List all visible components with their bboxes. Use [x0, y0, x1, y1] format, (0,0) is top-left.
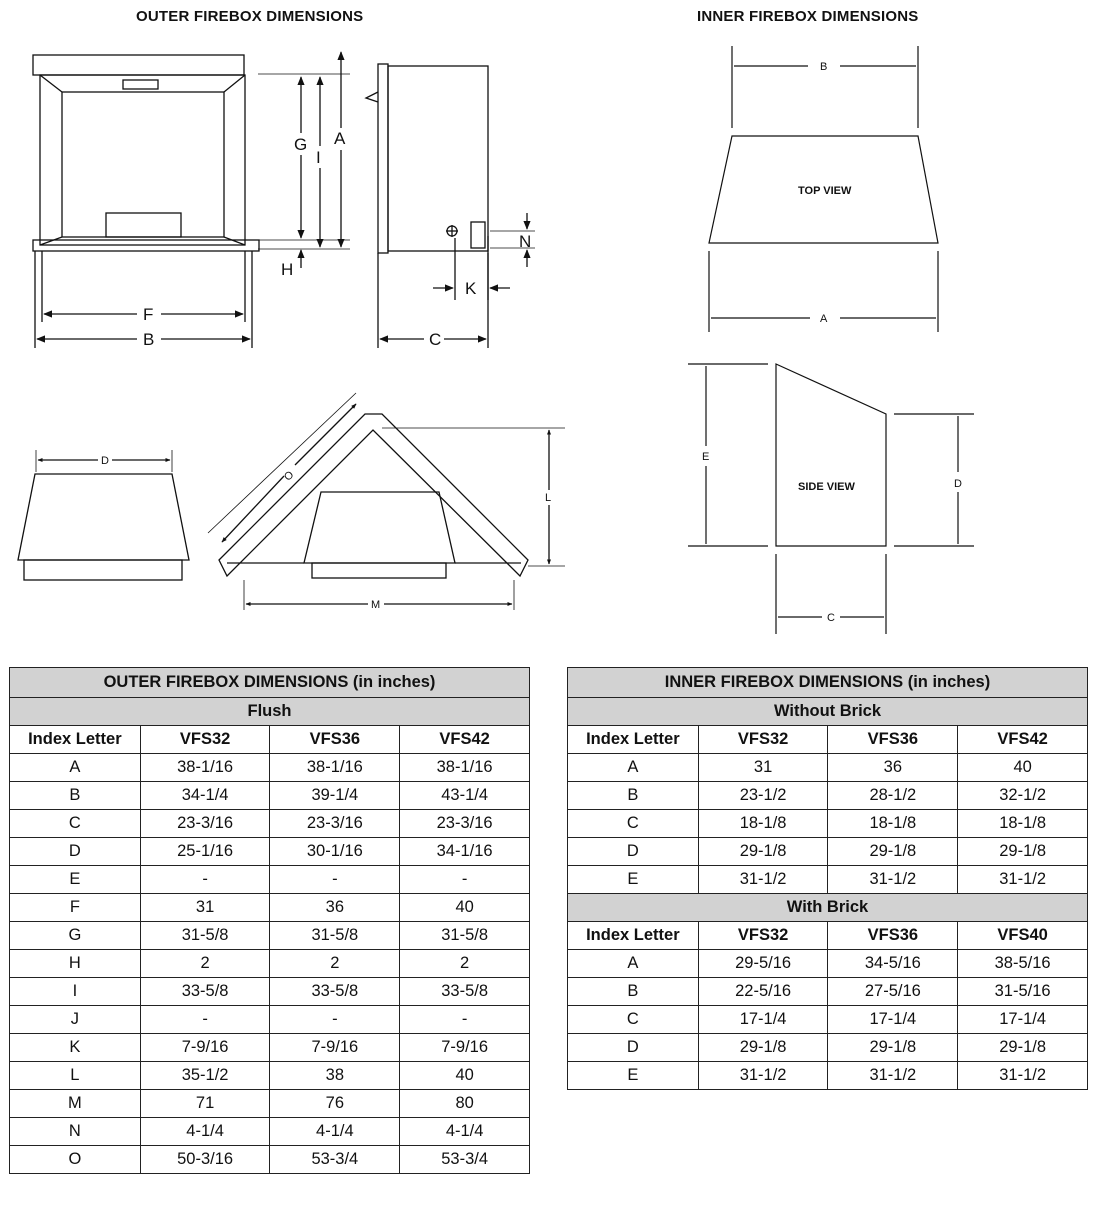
inner-side-view: [688, 364, 974, 634]
label-b-front: B: [143, 330, 155, 349]
inner-table-brick-value-cell: 31-5/16: [958, 978, 1088, 1006]
outer-top-view-flat: [18, 450, 189, 580]
inner-table-nobrick-value-cell: 23-1/2: [698, 782, 828, 810]
outer-corner-view: [208, 393, 565, 610]
outer-table-index-cell: K: [10, 1034, 141, 1062]
inner-dimensions-table: [567, 667, 1088, 1090]
outer-table-value-cell: 2: [270, 950, 400, 978]
inner-table-brick-row: [568, 1006, 1088, 1034]
label-m-corner: M: [371, 599, 381, 611]
outer-front-view: [33, 52, 350, 348]
outer-table-value-cell: 23-3/16: [270, 810, 400, 838]
inner2-col-vfs32: VFS32: [698, 922, 828, 950]
label-c-side: C: [429, 330, 442, 349]
inner-table-nobrick-value-cell: 29-1/8: [828, 838, 958, 866]
outer-table-value-cell: 31-5/8: [140, 922, 270, 950]
inner-table-brick-value-cell: 34-5/16: [828, 950, 958, 978]
outer-table-value-cell: 50-3/16: [140, 1146, 270, 1174]
inner-section2-body: [568, 950, 1088, 1090]
outer-table-row: [10, 978, 530, 1006]
outer-table-subtitle: Flush: [10, 698, 530, 726]
inner2-col-vfs40: VFS40: [958, 922, 1088, 950]
inner-table-nobrick-row: [568, 754, 1088, 782]
inner-table-brick-value-cell: 29-1/8: [698, 1034, 828, 1062]
outer-table-value-cell: 33-5/8: [140, 978, 270, 1006]
outer-table-value-cell: 4-1/4: [140, 1118, 270, 1146]
outer-table-value-cell: 40: [400, 1062, 530, 1090]
outer-table-index-cell: C: [10, 810, 141, 838]
inner-table-nobrick-value-cell: 28-1/2: [828, 782, 958, 810]
outer-side-view: [366, 64, 535, 348]
inner-table-nobrick-value-cell: 40: [958, 754, 1088, 782]
outer-table-row: [10, 782, 530, 810]
label-e-inner: E: [702, 451, 710, 463]
outer-table-value-cell: 33-5/8: [270, 978, 400, 1006]
inner-table-nobrick-value-cell: 29-1/8: [698, 838, 828, 866]
inner-table-brick-value-cell: 22-5/16: [698, 978, 828, 1006]
inner-table-brick-value-cell: 29-5/16: [698, 950, 828, 978]
inner-table-nobrick-row: [568, 782, 1088, 810]
outer-table-index-cell: O: [10, 1146, 141, 1174]
outer-table-value-cell: 7-9/16: [140, 1034, 270, 1062]
inner-table-brick-value-cell: 31-1/2: [698, 1062, 828, 1090]
label-n-side: N: [519, 232, 532, 251]
inner-table-nobrick-index-cell: C: [568, 810, 699, 838]
inner-table-brick-value-cell: 17-1/4: [698, 1006, 828, 1034]
inner-table-brick-index-cell: C: [568, 1006, 699, 1034]
outer-dimensions-table: [9, 667, 530, 1174]
outer-table-value-cell: 4-1/4: [400, 1118, 530, 1146]
outer-table-value-cell: 53-3/4: [270, 1146, 400, 1174]
outer-table-row: [10, 1118, 530, 1146]
outer-table-index-cell: N: [10, 1118, 141, 1146]
outer-table-value-cell: -: [400, 1006, 530, 1034]
outer-table-index-cell: M: [10, 1090, 141, 1118]
inner-table-nobrick-index-cell: E: [568, 866, 699, 894]
outer-table-value-cell: 34-1/4: [140, 782, 270, 810]
outer-table-value-cell: 76: [270, 1090, 400, 1118]
inner-section1-body: [568, 754, 1088, 894]
outer-table-row: [10, 754, 530, 782]
inner-table-brick-value-cell: 17-1/4: [958, 1006, 1088, 1034]
outer-table-value-cell: 53-3/4: [400, 1146, 530, 1174]
inner-table-brick-value-cell: 31-1/2: [958, 1062, 1088, 1090]
outer-table-value-cell: 7-9/16: [400, 1034, 530, 1062]
outer-table-row: [10, 894, 530, 922]
label-f-front: F: [143, 305, 154, 324]
side-view-label: SIDE VIEW: [798, 481, 855, 493]
inner-table-brick-value-cell: 38-5/16: [958, 950, 1088, 978]
outer-table-value-cell: -: [140, 1006, 270, 1034]
outer-col-vfs36: VFS36: [270, 726, 400, 754]
inner-table-nobrick-value-cell: 31-1/2: [698, 866, 828, 894]
inner1-col-vfs32: VFS32: [698, 726, 828, 754]
inner-table-brick-value-cell: 29-1/8: [828, 1034, 958, 1062]
outer-table-index-cell: L: [10, 1062, 141, 1090]
outer-table-row: [10, 810, 530, 838]
inner-table-nobrick-value-cell: 31-1/2: [828, 866, 958, 894]
outer-table-value-cell: 25-1/16: [140, 838, 270, 866]
outer-table-value-cell: -: [270, 1006, 400, 1034]
inner1-col-vfs42: VFS42: [958, 726, 1088, 754]
label-a-inner: A: [820, 313, 828, 325]
inner-table-nobrick-row: [568, 838, 1088, 866]
outer-table-value-cell: -: [400, 866, 530, 894]
inner-table-brick-value-cell: 29-1/8: [958, 1034, 1088, 1062]
outer-table-value-cell: 23-3/16: [140, 810, 270, 838]
inner-table-nobrick-value-cell: 31-1/2: [958, 866, 1088, 894]
outer-table-index-cell: H: [10, 950, 141, 978]
outer-table-body: [10, 754, 530, 1174]
outer-table-row: [10, 1062, 530, 1090]
outer-table-index-cell: A: [10, 754, 141, 782]
outer-table-row: [10, 922, 530, 950]
outer-table-index-cell: D: [10, 838, 141, 866]
inner-table-nobrick-index-cell: A: [568, 754, 699, 782]
inner-table-brick-row: [568, 978, 1088, 1006]
inner-table-title: INNER FIREBOX DIMENSIONS (in inches): [568, 668, 1088, 698]
outer-table-value-cell: 31: [140, 894, 270, 922]
inner-table-nobrick-value-cell: 29-1/8: [958, 838, 1088, 866]
inner2-col-index: Index Letter: [568, 922, 699, 950]
inner1-col-index: Index Letter: [568, 726, 699, 754]
outer-table-index-cell: E: [10, 866, 141, 894]
outer-table-row: [10, 950, 530, 978]
outer-table-row: [10, 1034, 530, 1062]
inner-table-nobrick-row: [568, 810, 1088, 838]
outer-table-row: [10, 1090, 530, 1118]
outer-table-index-cell: I: [10, 978, 141, 1006]
inner-table-brick-index-cell: D: [568, 1034, 699, 1062]
label-d-inner: D: [954, 478, 962, 490]
outer-table-value-cell: 71: [140, 1090, 270, 1118]
outer-table-value-cell: 31-5/8: [400, 922, 530, 950]
outer-table-value-cell: 7-9/16: [270, 1034, 400, 1062]
outer-table-value-cell: -: [270, 866, 400, 894]
outer-table-index-cell: J: [10, 1006, 141, 1034]
inner-table-brick-row: [568, 1034, 1088, 1062]
outer-table-value-cell: 33-5/8: [400, 978, 530, 1006]
outer-table-index-cell: B: [10, 782, 141, 810]
inner-table-nobrick-value-cell: 18-1/8: [828, 810, 958, 838]
outer-table-row: [10, 1146, 530, 1174]
outer-col-vfs42: VFS42: [400, 726, 530, 754]
label-a-front: A: [334, 129, 346, 148]
top-view-label: TOP VIEW: [798, 185, 852, 197]
outer-table-value-cell: 38-1/16: [140, 754, 270, 782]
inner-table-nobrick-value-cell: 32-1/2: [958, 782, 1088, 810]
inner-table-brick-row: [568, 1062, 1088, 1090]
outer-heading: OUTER FIREBOX DIMENSIONS: [136, 8, 364, 25]
inner-table-nobrick-index-cell: B: [568, 782, 699, 810]
outer-table-index-cell: G: [10, 922, 141, 950]
inner-table-brick-index-cell: A: [568, 950, 699, 978]
outer-table-value-cell: 35-1/2: [140, 1062, 270, 1090]
inner-table-nobrick-value-cell: 18-1/8: [958, 810, 1088, 838]
inner2-col-vfs36: VFS36: [828, 922, 958, 950]
inner-table-brick-index-cell: B: [568, 978, 699, 1006]
outer-table-value-cell: 40: [400, 894, 530, 922]
outer-table-value-cell: 39-1/4: [270, 782, 400, 810]
label-d-top: D: [101, 455, 109, 467]
label-c-inner: C: [827, 612, 835, 624]
inner-table-nobrick-value-cell: 18-1/8: [698, 810, 828, 838]
inner-table-brick-value-cell: 31-1/2: [828, 1062, 958, 1090]
inner-table-brick-value-cell: 27-5/16: [828, 978, 958, 1006]
outer-table-row: [10, 866, 530, 894]
outer-table-value-cell: -: [140, 866, 270, 894]
label-h-front: H: [281, 260, 294, 279]
outer-table-row: [10, 838, 530, 866]
outer-col-vfs32: VFS32: [140, 726, 270, 754]
outer-table-row: [10, 1006, 530, 1034]
outer-table-value-cell: 4-1/4: [270, 1118, 400, 1146]
label-o-corner: O: [281, 468, 297, 484]
inner-table-nobrick-row: [568, 866, 1088, 894]
inner-table-nobrick-index-cell: D: [568, 838, 699, 866]
inner-heading: INNER FIREBOX DIMENSIONS: [697, 8, 919, 25]
inner1-col-vfs36: VFS36: [828, 726, 958, 754]
outer-table-value-cell: 2: [140, 950, 270, 978]
inner-table-nobrick-value-cell: 31: [698, 754, 828, 782]
outer-table-index-cell: F: [10, 894, 141, 922]
label-k-side: K: [465, 279, 477, 298]
outer-table-value-cell: 34-1/16: [400, 838, 530, 866]
inner-table-brick-value-cell: 17-1/4: [828, 1006, 958, 1034]
outer-table-value-cell: 36: [270, 894, 400, 922]
inner-table-brick-index-cell: E: [568, 1062, 699, 1090]
inner-table-nobrick-value-cell: 36: [828, 754, 958, 782]
outer-table-value-cell: 43-1/4: [400, 782, 530, 810]
outer-col-index: Index Letter: [10, 726, 141, 754]
outer-table-value-cell: 31-5/8: [270, 922, 400, 950]
outer-table-value-cell: 23-3/16: [400, 810, 530, 838]
label-b-inner: B: [820, 61, 828, 73]
outer-table-value-cell: 30-1/16: [270, 838, 400, 866]
inner-section2-subtitle: With Brick: [568, 894, 1088, 922]
outer-table-title: OUTER FIREBOX DIMENSIONS (in inches): [10, 668, 530, 698]
label-l-corner: L: [545, 492, 552, 504]
label-g-front: G: [294, 135, 308, 154]
outer-table-value-cell: 38-1/16: [400, 754, 530, 782]
outer-table-value-cell: 38: [270, 1062, 400, 1090]
label-i-front: I: [316, 148, 321, 167]
inner-section1-subtitle: Without Brick: [568, 698, 1088, 726]
outer-table-value-cell: 38-1/16: [270, 754, 400, 782]
outer-table-value-cell: 2: [400, 950, 530, 978]
inner-table-brick-row: [568, 950, 1088, 978]
outer-table-value-cell: 80: [400, 1090, 530, 1118]
